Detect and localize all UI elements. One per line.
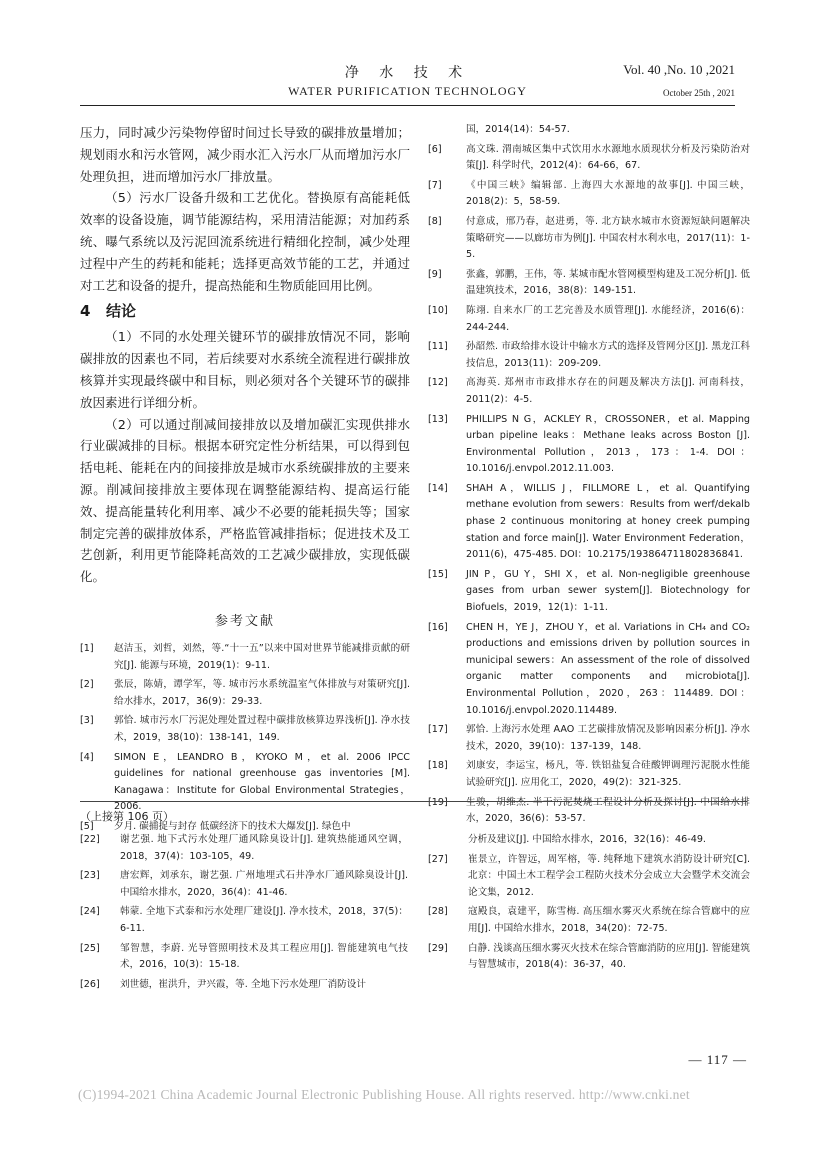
reference-item	[428, 722, 750, 755]
reference-number: [15]	[428, 568, 448, 580]
reference-text: 刘世德，崔洪升，尹兴霞，等. 全地下污水处理厂消防设计	[120, 978, 366, 990]
reference-item	[80, 677, 410, 710]
reference-item	[80, 977, 408, 994]
reference-item	[80, 750, 410, 816]
reference-text: 付意成，邢乃春，赵进勇，等. 北方缺水城市水资源短缺问题解决策略研究——以廊坊市为例[J]. 中国农村水利水电，2017(11)：1-5.	[466, 215, 750, 261]
reference-item	[428, 620, 750, 720]
reference-number: [4]	[80, 751, 94, 763]
reference-text: 谢艺强. 地下式污水处理厂通风除臭设计[J]. 建筑热能通风空调，2018，37(4)：103-105，49.	[120, 834, 408, 862]
section-title: 结论	[106, 302, 137, 321]
reference-text: 白静. 浅谈高压细水雾灭火技术在综合管廊消防的应用[J]. 智能建筑与智慧城市，2018(4)：36-37，40.	[468, 942, 750, 971]
reference-item	[80, 868, 408, 901]
reference-text: 郭恰. 城市污水厂污泥处理处置过程中碳排放核算边界浅析[J]. 净水技术，2019，38(10)：138-141，149.	[114, 715, 410, 743]
page-number: — 117 —	[688, 1052, 747, 1067]
reference-number: [24]	[80, 906, 100, 918]
continuation-left-column	[80, 832, 408, 996]
reference-number: [22]	[80, 834, 100, 845]
reference-item	[428, 832, 750, 849]
reference-text: 高文珠. 渭南城区集中式饮用水水源地水质现状分析及污染防治对策[J]. 科学时代，2012(4)：64-66，67.	[466, 143, 750, 172]
issue-date: October 25th , 2021	[663, 88, 735, 98]
copyright-notice: (C)1994-2021 China Academic Journal Electronic Publishing House. All rights reserved. http://www.cnki.net	[78, 1087, 690, 1102]
reference-text: 高海英. 郑州市市政排水存在的问题及解决方法[J]. 河南科技，2011(2)：4-5.	[466, 377, 750, 405]
reference-number: [13]	[428, 413, 448, 425]
reference-item	[80, 832, 408, 865]
continuation-label: （上接第 106 页）	[80, 810, 174, 823]
reference-number: [23]	[80, 870, 100, 882]
section-divider	[80, 801, 747, 802]
volume-info: Vol. 40 ,No. 10 ,2021	[623, 62, 735, 77]
reference-text: CHEN H，YE J，ZHOU Y，et al. Variations in CH₄ and CO₂ productions and emissions driven by pollution sources in municipal sewers：An assessment of the role of dissolved organic matter components and microbiota[J]. Environmental Pollution，2020，263：114489. DOI：10.1016/j.envpol.2020.114489.	[466, 621, 750, 716]
body-paragraph: 压力，同时减少污染物停留时间过长导致的碳排放量增加；规划雨水和污水管网，减少雨水汇入污水厂从而增加污水厂处理负担，进而增加污水厂排放量。	[80, 125, 410, 184]
reference-item	[428, 214, 750, 264]
reference-number: [5]	[80, 820, 94, 832]
reference-item	[428, 941, 750, 974]
reference-item	[80, 713, 410, 746]
reference-text: JIN P，GU Y，SHI X，et al. Non-negligible greenhouse gases from urban sewer system[J]. Biotechnology for Biofuels，2019，12(1)：1-11.	[466, 568, 750, 614]
reference-item	[428, 795, 750, 828]
reference-text: 孙韶然. 市政给排水设计中输水方式的选择及管网分区[J]. 黑龙江科技信息，2013(11)：209-209.	[466, 341, 750, 369]
reference-text: 寇殿良，袁建平，陈雪梅. 高压细水雾灭火系统在综合管廊中的应用[J]. 中国给水排水，2018，34(20)：72-75.	[468, 906, 750, 934]
reference-number: [10]	[428, 304, 448, 316]
reference-text: 分析及建议[J]. 中国给水排水，2016，32(16)：46-49.	[468, 834, 706, 845]
reference-number: [8]	[428, 215, 442, 227]
journal-title-cn: 净 水 技 术	[344, 65, 471, 81]
reference-item	[428, 852, 750, 902]
reference-item	[80, 904, 408, 937]
reference-number: [18]	[428, 760, 448, 772]
reference-number: [25]	[80, 942, 100, 954]
reference-text: 夕月. 碳捕捉与封存 低碳经济下的技术大爆发[J]. 绿色中	[114, 820, 351, 832]
reference-number: [1]	[80, 642, 94, 654]
reference-number: [27]	[428, 853, 448, 865]
reference-text: 唐宏辉，刘承东，谢艺强. 广州地埋式石井净水厂通风除臭设计[J]. 中国给水排水，2020，36(4)：41-46.	[120, 870, 408, 898]
continuation-right-column	[428, 832, 750, 977]
page-header	[80, 62, 735, 106]
reference-number: [28]	[428, 906, 448, 918]
reference-number: [26]	[80, 978, 100, 990]
body-paragraph: （1）不同的水处理关键环节的碳排放情况不同，影响碳排放的因素也不同，若后续要对水系统全流程进行碳排放核算并实现最终碳中和目标，则必须对各个关键环节的碳排放因素进行详细分析。	[80, 329, 410, 410]
journal-title-en: WATER PURIFICATION TECHNOLOGY	[288, 84, 527, 98]
reference-list	[80, 641, 410, 836]
reference-item	[428, 178, 750, 211]
reference-text: 张鑫，郭鹏，王伟，等. 某城市配水管网模型构建及工况分析[J]. 低温建筑技术，2016，38(8)：149-151.	[466, 268, 750, 297]
reference-number: [17]	[428, 724, 448, 736]
body-paragraph: （5）污水厂设备升级和工艺优化。替换原有高能耗低效率的设备设施，调节能源结构，采用清洁能源；对加药系统、曝气系统以及污泥回流系统进行精细化控制，减少处理过程中产生的药耗和能耗；选择更高效节能的工艺，并通过对工艺和设备的提升，提高热能和生物质能回用比例。	[80, 190, 410, 293]
reference-item	[428, 758, 750, 791]
reference-number: [14]	[428, 482, 448, 494]
reference-text: 《中国三峡》编辑部. 上海四大水源地的故事[J]. 中国三峡，2018(2)：5，58-59.	[466, 179, 750, 208]
reference-item	[428, 142, 750, 175]
reference-number: [19]	[428, 796, 448, 808]
reference-text: 郭恰. 上海污水处理 AAO 工艺碳排放情况及影响因素分析[J]. 净水技术，2020，39(10)：137-139，148.	[466, 724, 750, 752]
reference-text: 生骏，胡维杰. 半干污泥焚烧工程设计分析及探讨[J]. 中国给水排水，2020，36(6)：53-57.	[466, 796, 750, 825]
reference-item	[428, 481, 750, 564]
reference-number: [3]	[80, 715, 94, 727]
reference-text: 崔景立，许智远，周军榕，等. 纯释地下建筑水消防设计研究[C]. 北京：中国土木工程学会工程防火技术分会成立大会暨学术交流会论文集，2012.	[468, 853, 750, 898]
reference-number: [6]	[428, 143, 442, 155]
reference-number: [9]	[428, 268, 442, 280]
reference-text: PHILLIPS N G，ACKLEY R，CROSSONER，et al. Mapping urban pipeline leaks：Methane leaks across Boston [J]. Environmental Pollution，2013，173：1-4. DOI：10.1016/j.envpol.2012.11.003.	[466, 413, 750, 475]
reference-text: 赵洁玉，刘哲，刘然，等.“十一五”以来中国对世界节能减排贡献的研究[J]. 能源与环境，2019(1)：9-11.	[114, 642, 410, 671]
reference-text: 韩蒙. 全地下式泰和污水处理厂建设[J]. 净水技术，2018，37(5)：6-11.	[120, 906, 408, 934]
reference-number: [16]	[428, 621, 448, 633]
reference-item	[428, 375, 750, 408]
reference-item	[428, 567, 750, 617]
reference-number: [12]	[428, 377, 448, 389]
section-number: 4	[80, 302, 91, 321]
right-column	[428, 122, 750, 831]
reference-item	[80, 641, 410, 674]
reference-text: SIMON E，LEANDRO B，KYOKO M，et al. 2006 IPCC guidelines for national greenhouse gas inventories [M]. Kanagawa：Institute for Global Environmental Strategies，2006.	[114, 751, 410, 813]
body-paragraph: （2）可以通过削减间接排放以及增加碳汇实现供排水行业碳减排的目标。根据本研究定性分析结果，可以得到包括电耗、能耗在内的间接排放是城市水系统碳排放的主要来源。削减间接排放主要体现在调整能源结构、提高运行能效、提高能量转化利用率、减少不必要的能耗损失等；国家制定完善的碳排放体系，严格监管减排指标；促进技术及工艺创新，利用更节能降耗高效的工艺减少碳排放，实现低碳化。	[80, 416, 410, 585]
reference-item	[428, 122, 750, 139]
reference-text: 刘康安，李运宝，杨凡，等. 铁铝盐复合硅酸钾调理污泥脱水性能试验研究[J]. 应用化工，2020，49(2)：321-325.	[466, 760, 750, 788]
reference-text: SHAH A，WILLIS J，FILLMORE L，et al. Quantifying methane evolution from sewers：Results from werf/dekalb phase 2 continuous monitoring at honey creek pumping station and force main[J]. Water Environment Federation，2011(6)，475-485. DOI：10.2175/193864711802836841.	[466, 482, 750, 561]
references-heading: 参考文献	[214, 613, 275, 629]
reference-item	[428, 267, 750, 300]
reference-item	[428, 412, 750, 478]
reference-item	[428, 303, 750, 336]
reference-number: [2]	[80, 679, 94, 691]
section-heading	[80, 298, 410, 324]
reference-item	[428, 339, 750, 372]
reference-text: 邹智慧，李蔚. 光导管照明技术及其工程应用[J]. 智能建筑电气技术，2016，10(3)：15-18.	[120, 942, 408, 971]
reference-text: 张辰，陈婧，谭学军，等. 城市污水系统温室气体排放与对策研究[J]. 给水排水，2017，36(9)：29-33.	[114, 679, 410, 707]
reference-number: [29]	[428, 942, 448, 954]
reference-text: 国，2014(14)：54-57.	[466, 124, 570, 135]
reference-number: [11]	[428, 341, 448, 353]
left-column	[80, 122, 410, 838]
reference-item	[428, 904, 750, 937]
reference-item	[80, 941, 408, 974]
reference-number: [7]	[428, 179, 442, 191]
reference-text: 陈翊. 自来水厂的工艺完善及水质管理[J]. 水能经济，2016(6)：244-244.	[466, 304, 750, 333]
